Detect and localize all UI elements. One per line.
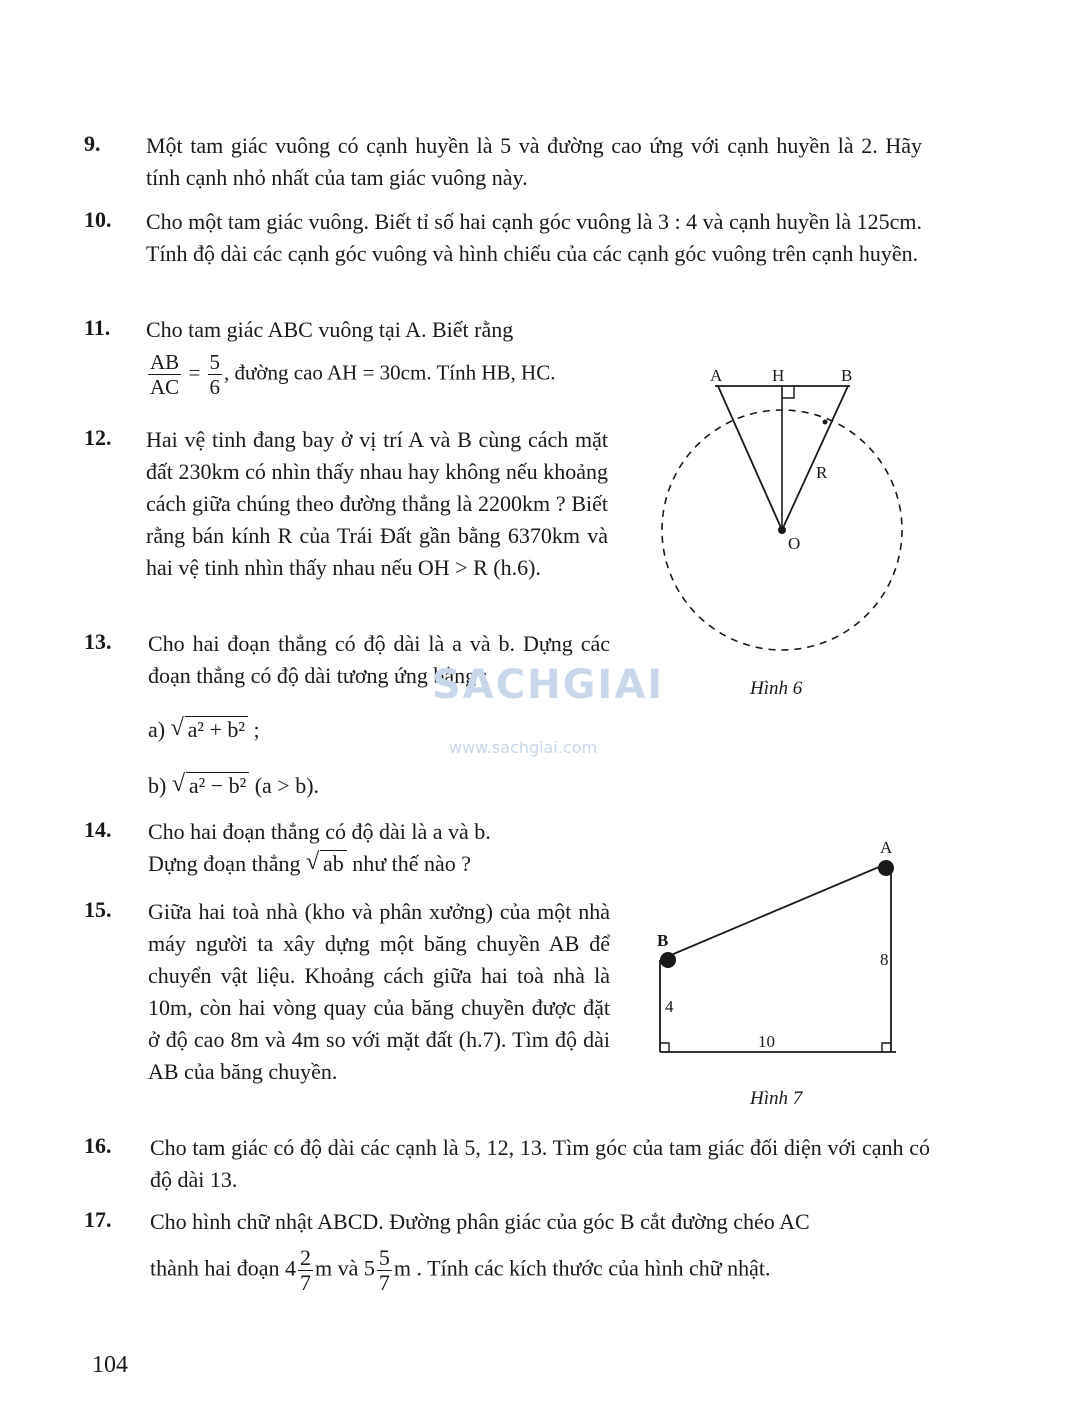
sqrt-a2-minus-b2: √ a² − b² [172, 770, 249, 802]
problem-14-number: 14. [84, 817, 112, 842]
segment-ao [718, 386, 782, 530]
problem-16-text: Cho tam giác có độ dài các cạnh là 5, 12, 13. Tìm góc của tam giác đối diện với cạnh có độ dài 13. [150, 1135, 930, 1192]
problem-13-number: 13. [84, 629, 112, 654]
problem-17-text: Cho hình chữ nhật ABCD. Đường phân giác của góc B cắt đường chéo AC thành hai đoạn 4 $\frac{2}{7}$ m và 5 $\frac{5}{7}$ m . Tính các kích thước của hình chữ nhật. [150, 1206, 940, 1295]
problem-16-number: 16. [84, 1133, 112, 1158]
problem-12-text: Hai vệ tinh đang bay ở vị trí A và B cùng cách mặt đất 230km có nhìn thấy nhau hay không nếu khoảng cách giữa chúng theo đường thẳng là 2200km ? Biết rằng bán kính R của Trái Đất gần bằng 6370km và hai vệ tinh nhìn thấy nhau nếu OH > R (h.6). [146, 427, 608, 580]
problem-9-number: 9. [84, 131, 101, 156]
right-angle-h [782, 386, 794, 398]
problem-9-text: Một tam giác vuông có cạnh huyền là 5 và đường cao ứng với cạnh huyền là 2. Hãy tính cạnh nhỏ nhất của tam giác vuông này. [146, 133, 922, 190]
tangent-point [823, 420, 828, 425]
center-o [778, 526, 786, 534]
conveyor-ab [664, 864, 886, 958]
mixed-fraction-5-5-7: $\frac{5}{7}$ [378, 1245, 390, 1295]
segment-bo [782, 386, 848, 530]
problem-17-line1: Cho hình chữ nhật ABCD. Đường phân giác của góc B cắt đường chéo AC [150, 1209, 810, 1234]
page-number: 104 [92, 1352, 128, 1378]
roller-b [660, 952, 676, 968]
mixed-fraction-4-2-7: $\frac{2}{7}$ [300, 1245, 312, 1295]
problem-14-text: Cho hai đoạn thẳng có độ dài là a và b. Dựng đoạn thẳng √ ab như thế nào ? [148, 816, 610, 880]
problem-11-rest: , đường cao AH = 30cm. Tính HB, HC. [224, 360, 556, 385]
right-angle-left [660, 1043, 669, 1052]
problem-12-number: 12. [84, 425, 112, 450]
label-10: 10 [758, 1032, 775, 1051]
problem-10-number: 10. [84, 207, 112, 232]
problem-10-text: Cho một tam giác vuông. Biết tỉ số hai cạnh góc vuông là 3 : 4 và cạnh huyền là 125cm. Tính độ dài các cạnh góc vuông và hình chiếu của các cạnh góc vuông trên cạnh huyền. [146, 209, 922, 266]
problem-11-line1: Cho tam giác ABC vuông tại A. Biết rằng [146, 317, 514, 342]
label-h-fig6: H [772, 366, 785, 385]
fraction-5-6: $\frac{5}{6}$ [209, 350, 221, 399]
label-b-fig6: B [841, 366, 853, 385]
problem-14-line1: Cho hai đoạn thẳng có độ dài là a và b. [148, 819, 491, 844]
label-8: 8 [880, 950, 889, 969]
figure-6-caption: Hình 6 [750, 678, 803, 699]
problem-13-text: Cho hai đoạn thẳng có độ dài là a và b. Dựng các đoạn thẳng có độ dài tương ứng bằng : [148, 631, 610, 688]
problem-15-number: 15. [84, 897, 112, 922]
sqrt-a2-plus-b2: √ a² + b² [171, 714, 248, 746]
label-4: 4 [665, 997, 674, 1016]
roller-a [878, 860, 894, 876]
equals-sign: = [188, 360, 201, 385]
sqrt-ab: √ ab [306, 848, 347, 880]
watermark-url: www.sachgiai.com [449, 738, 598, 757]
problem-13-part-b: b) √ a² − b² (a > b). [148, 770, 319, 802]
fraction-ab-ac: $\frac{AB}{AC}$ [150, 350, 180, 399]
figure-7-caption: Hình 7 [750, 1088, 803, 1109]
label-a-fig6: A [710, 366, 723, 385]
problem-17-number: 17. [84, 1207, 112, 1232]
problem-11-number: 11. [84, 315, 111, 340]
right-angle-right [882, 1043, 891, 1052]
label-b-fig7: B [657, 931, 669, 950]
problem-13-part-a: a) √ a² + b² ; [148, 714, 260, 746]
problem-15-text: Giữa hai toà nhà (kho và phân xưởng) của một nhà máy người ta xây dựng một băng chuyền AB để chuyển vật liệu. Khoảng cách giữa hai toà nhà là 10m, còn hai vòng quay của băng chuyền được đặt ở độ cao 8m và 4m so với mặt đất (h.7). Tìm độ dài AB của băng chuyền. [148, 899, 610, 1084]
watermark-brand: SACHGIAI [432, 662, 665, 708]
label-a-fig7: A [880, 838, 893, 857]
label-r-fig6: R [816, 463, 828, 482]
label-o-fig6: O [788, 534, 801, 553]
